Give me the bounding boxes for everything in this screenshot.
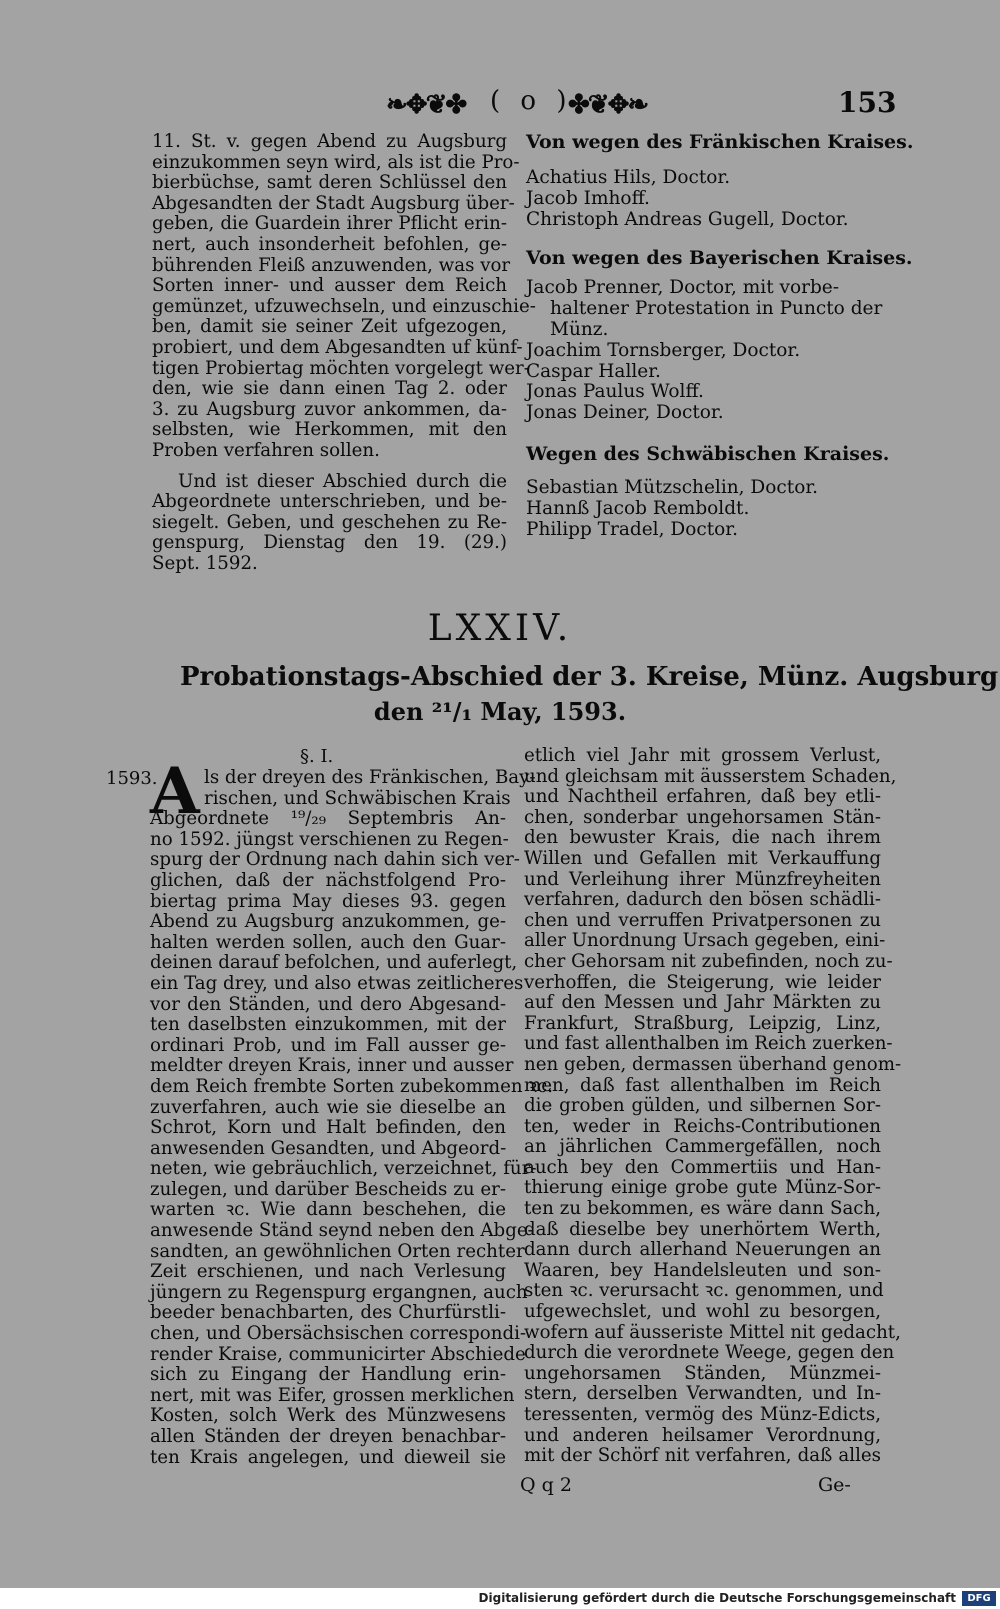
text-line: Willen und Gefallen mit Verkauffung <box>524 847 881 869</box>
text-line: render Kraise, communicirter Abschiede <box>150 1343 526 1365</box>
text-line: no 1592. jüngst verschienen zu Regen- <box>150 828 509 850</box>
signatory-name: Achatius Hils, Doctor. <box>526 167 731 188</box>
signatory-name: Christoph Andreas Gugell, Doctor. <box>526 208 849 230</box>
text-line: Abgeordnete unterschrieben, und be- <box>152 491 507 513</box>
text-line: Schrot, Korn und Halt befinden, den <box>150 1117 506 1139</box>
text-line: genspurg, Dienstag den 19. (29.) <box>152 532 507 554</box>
text-line: siegelt. Geben, und geschehen zu Re- <box>152 511 507 533</box>
text-line: auf den Messen und Jahr Märkten zu <box>524 992 881 1014</box>
text-line: und fast allenthalben im Reich zuerken- <box>524 1033 893 1055</box>
signatory-name: Sebastian Mützschelin, Doctor. <box>526 476 819 498</box>
text-line: men, daß fast allenthalben im Reich <box>524 1074 881 1096</box>
text-line: geben, die Guardein ihrer Pflicht erin- <box>152 213 507 235</box>
schwaben-heading: Wegen des Schwäbischen Kraises. <box>526 442 890 465</box>
text-line: und Verleihung ihrer Münzfreyheiten <box>524 868 881 890</box>
signatory-name: Jonas Paulus Wolff. <box>526 381 704 403</box>
chapter-title: Probationstags-Abschied der 3. Kreise, Münz. Augsburg <box>180 662 999 692</box>
ornament-right-icon: ✤❦✥❧ <box>568 90 648 120</box>
text-line: jüngern zu Regenspurg ergangnen, auch <box>150 1281 528 1303</box>
text-line: an jährlichen Cammergefällen, noch <box>524 1136 881 1158</box>
text-line: chen und verruffen Privatpersonen zu <box>524 909 881 931</box>
text-line: wofern auf äusseriste Mittel nit gedacht, <box>524 1321 901 1343</box>
text-line: und anderen heilsamer Verordnung, <box>524 1424 881 1446</box>
digitization-footer <box>0 1589 1000 1609</box>
text-line: aller Unordnung Ursach gegeben, eini- <box>524 930 886 952</box>
text-line: den, wie sie dann einen Tag 2. oder <box>152 378 507 400</box>
header-center-mark: ( o ) <box>490 86 573 116</box>
text-line: bührenden Fleiß anzuwenden, was vor <box>152 254 511 276</box>
text-line: durch die verordnete Weege, gegen den <box>524 1342 895 1364</box>
section-mark: §. I. <box>300 746 334 767</box>
text-line: und gleichsam mit äusserstem Schaden, <box>524 765 897 787</box>
text-line: Frankfurt, Straßburg, Leipzig, Linz, <box>524 1012 881 1034</box>
text-line: sten ꝛc. verursacht ꝛc. genommen, und <box>524 1280 884 1302</box>
body-left-column <box>150 767 554 1468</box>
text-line: nert, mit was Eifer, grossen merklichen <box>150 1384 515 1406</box>
text-line: sandten, an gewöhnlichen Orten rechter <box>150 1240 525 1262</box>
text-line: zulegen, und darüber Bescheids zu er- <box>150 1178 506 1200</box>
bayern-signatories <box>526 341 886 424</box>
signatory-name: Jonas Deiner, Doctor. <box>526 402 724 424</box>
bayern-heading: Von wegen des Bayerischen Kraises. <box>526 247 913 270</box>
schwaben-signatories <box>526 478 886 540</box>
text-line: ein Tag drey, und also etwas zeitlicheres <box>150 972 524 994</box>
chapter-numeral: LXXIV. <box>427 608 573 649</box>
text-line: auch bey den Commertiis und Han- <box>524 1156 881 1178</box>
signatory-name: Hannß Jacob Remboldt. <box>526 497 750 519</box>
text-line: verfahren, dadurch den bösen schädli- <box>524 889 881 911</box>
text-line: einzukommen seyn wird, als ist die Pro- <box>152 151 520 173</box>
text-line: daß dieselbe bey unerhörtem Werth, <box>524 1218 881 1240</box>
page-number: 153 <box>838 86 897 119</box>
text-line: ten Krais angelegen, und dieweil sie <box>150 1446 506 1468</box>
text-line: vor den Ständen, und dero Abgesand- <box>150 993 506 1015</box>
page-header <box>0 84 1000 124</box>
text-line: sich zu Eingang der Handlung erin- <box>150 1364 506 1386</box>
text-line: deinen darauf befolchen, und auferlegt, <box>150 952 518 974</box>
signature-mark: Q q 2 <box>520 1474 572 1496</box>
text-line: ten zu bekommen, es wäre dann Sach, <box>524 1198 881 1220</box>
text-line: Abgesandten der Stadt Augsburg über- <box>152 192 515 214</box>
text-line: anwesenden Gesandten, und Abgeord- <box>150 1137 507 1159</box>
text-line: Sept. 1592. <box>152 552 258 574</box>
franken-signatories <box>526 168 886 230</box>
signatory-name: Philipp Tradel, Doctor. <box>526 518 738 540</box>
bayern-first-signatory-continuation <box>526 299 886 341</box>
text-line: rischen, und Schwäbischen Krais <box>204 787 511 809</box>
text-line: chen, sonderbar ungehorsamen Stän- <box>524 806 881 828</box>
text-line: glichen, daß der nächstfolgend Pro- <box>150 869 506 891</box>
text-line: anwesende Ständ seynd neben den Abge- <box>150 1220 534 1242</box>
bayern-first-signatory: Jacob Prenner, Doctor, mit vorbe- <box>526 277 839 299</box>
footer-credit: Digitalisierung gefördert durch die Deutsche Forschungsgemeinschaft <box>478 1591 956 1605</box>
text-line: Abend zu Augsburg anzukommen, ge- <box>150 911 506 933</box>
text-line: 3. zu Augsburg zuvor ankommen, da- <box>152 398 507 420</box>
text-line: neten, wie gebräuchlich, verzeichnet, für- <box>150 1158 537 1180</box>
catchword: Ge- <box>818 1474 851 1496</box>
text-line: Waaren, bey Handelsleuten und son- <box>524 1259 881 1281</box>
text-line: tigen Probiertag möchten vorgelegt wer- <box>152 357 530 379</box>
text-line: ten, weder in Reichs-Contributionen <box>524 1115 881 1137</box>
drop-initial: A <box>150 754 200 829</box>
text-line: gemünzet, ufzuwechseln, und einzuschie- <box>152 295 536 317</box>
text-line: teressenten, vermög des Münz-Edicts, <box>524 1404 881 1425</box>
text-line: beeder benachbarten, des Churfürstli- <box>150 1302 506 1324</box>
signatory-continuation: Münz. <box>550 318 609 340</box>
text-line: und Nachtheil erfahren, daß bey etli- <box>524 786 881 808</box>
text-line: ordinari Prob, und im Fall ausser ge- <box>150 1034 506 1056</box>
text-line: Und ist dieser Abschied durch die <box>178 470 507 492</box>
text-line: biertag prima May dieses 93. gegen <box>150 890 506 912</box>
text-line: die groben gülden, und silbernen Sor- <box>524 1095 881 1117</box>
chapter-subtitle: den ²¹/₁ May, 1593. <box>373 697 627 726</box>
text-line: spurg der Ordnung nach dahin sich ver- <box>150 849 520 871</box>
body-right-column <box>524 745 902 1467</box>
text-line: ungehorsamen Ständen, Münzmei- <box>524 1362 881 1384</box>
text-line: selbsten, wie Herkommen, mit den <box>152 419 507 441</box>
text-line: Abgeordnete ¹⁹/₂₉ Septembris An- <box>150 808 506 830</box>
text-line: etlich viel Jahr mit grossem Verlust, <box>524 745 881 766</box>
text-line: bierbüchse, samt deren Schlüssel den <box>152 172 507 194</box>
text-line: stern, derselben Verwandten, und In- <box>524 1383 881 1405</box>
text-line: nen geben, dermassen überhand genom- <box>524 1053 902 1075</box>
text-line: chen, und Obersächsischen correspondi- <box>150 1323 527 1345</box>
text-line: verhoffen, die Steigerung, wie leider <box>524 971 881 993</box>
text-line: ten daselbsten einzukommen, mit der <box>150 1014 506 1036</box>
text-line: probiert, und dem Abgesandten uf künf- <box>152 336 523 358</box>
signatories-block <box>526 128 914 540</box>
text-line: Zeit erschienen, und nach Verlesung <box>150 1261 506 1283</box>
text-line: 11. St. v. gegen Abend zu Augsburg <box>152 131 507 152</box>
text-line: Proben verfahren sollen. <box>152 439 380 461</box>
ornament-left-icon: ❧✥❦✤ <box>386 90 466 120</box>
text-line: allen Ständen der dreyen benachbar- <box>150 1426 506 1447</box>
text-line: ben, damit sie seiner Zeit ufgezogen, <box>152 316 507 338</box>
top-left-column <box>152 131 536 574</box>
franken-heading: Von wegen des Fränkischen Kraises. <box>526 131 914 153</box>
text-line: cher Gehorsam nit zubefinden, noch zu- <box>524 950 893 972</box>
signatory-name: Caspar Haller. <box>526 360 661 382</box>
margin-year: 1593. <box>106 768 158 789</box>
text-line: zuverfahren, auch wie sie dieselbe an <box>150 1096 506 1118</box>
text-line: dann durch allerhand Neuerungen an <box>524 1239 881 1261</box>
signatory-continuation: haltener Protestation in Puncto der <box>550 298 883 320</box>
text-line: meldter dreyen Krais, inner und ausser <box>150 1055 514 1077</box>
text-line: warten ꝛc. Wie dann beschehen, die <box>150 1199 506 1221</box>
text-line: ls der dreyen des Fränkischen, Bay- <box>204 767 536 788</box>
dfg-logo: DFG <box>962 1591 996 1606</box>
text-line: thierung einige grobe gute Münz-Sor- <box>524 1177 881 1199</box>
text-line: dem Reich frembte Sorten zubekommen ꝛc. <box>150 1075 554 1097</box>
text-line: Sorten inner- und ausser dem Reich <box>152 275 507 297</box>
text-line: ufgewechslet, und wohl zu besorgen, <box>524 1301 881 1323</box>
text-line: halten werden sollen, auch den Guar- <box>150 931 506 953</box>
text-line: Kosten, solch Werk des Münzwesens <box>150 1405 506 1427</box>
text-line: nert, auch insonderheit befohlen, ge- <box>152 233 507 255</box>
signatory-name: Jacob Imhoff. <box>526 187 650 209</box>
signatory-name: Joachim Tornsberger, Doctor. <box>526 339 801 361</box>
text-line: mit der Schörf nit verfahren, daß alles <box>524 1445 881 1467</box>
text-line: den bewuster Krais, die nach ihrem <box>524 827 881 849</box>
